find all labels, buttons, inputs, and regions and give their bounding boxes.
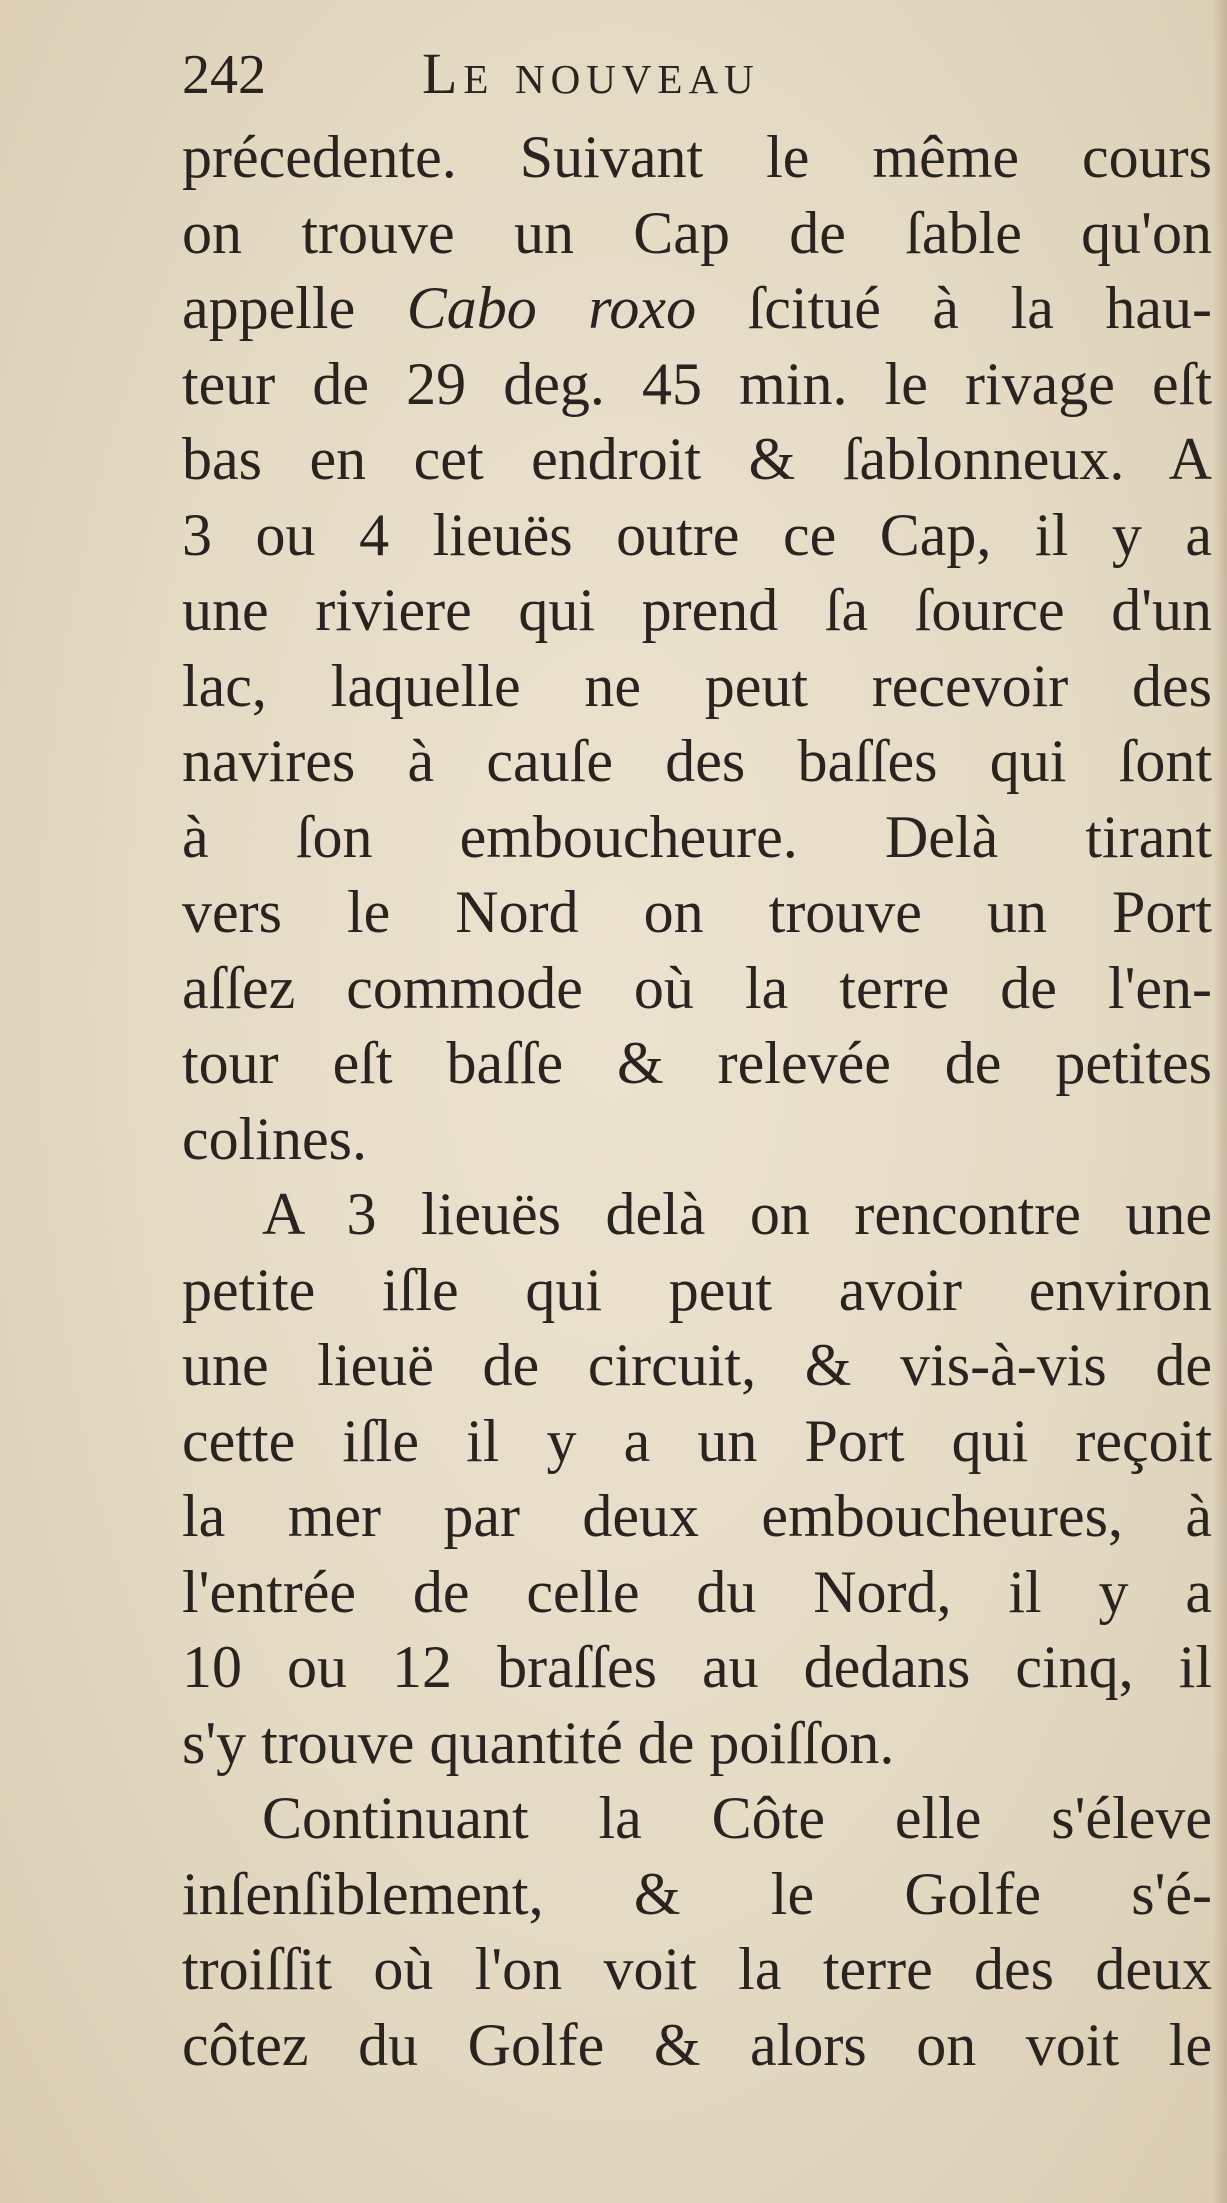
text-line: aſſez commode où la terre de l'en- (182, 954, 1212, 1021)
page-number: 242 (182, 44, 266, 106)
page-header (182, 40, 1212, 120)
text-line: précedente. Suivant le même cours (182, 124, 1212, 190)
text-line: vers le Nord on trouve un Port (182, 879, 1212, 945)
text-line: Continuant la Côte elle s'éleve (262, 1785, 1212, 1851)
text-line: troiſſit où l'on voit la terre des deux (182, 1936, 1212, 2002)
text-line: petite iſle qui peut avoir environ (182, 1256, 1212, 1323)
text-line: on trouve un Cap de ſable qu'on (182, 199, 1212, 266)
text-line: 3 ou 4 lieuës outre ce Cap, il y a (182, 501, 1212, 568)
text-line (182, 271, 1212, 347)
text-line: inſenſiblement, & le Golfe s'é- (182, 1860, 1212, 1927)
text-line: cette iſle il y a un Port qui reçoit (182, 1407, 1212, 1474)
body-text (182, 120, 1212, 2083)
text-line: tour eſt baſſe & relevée de petites (182, 1030, 1212, 1096)
text-line: 10 ou 12 braſſes au dedans cinq, il (182, 1634, 1212, 1700)
text-line: s'y trouve quantité de poiſſon. (182, 1709, 895, 1776)
text-line: A 3 lieuës delà on rencontre une (262, 1181, 1212, 1247)
text-line: la mer par deux emboucheures, à (182, 1483, 1212, 1549)
text-line: bas en cet endroit & ſablonneux. A (182, 426, 1212, 492)
text-line: l'entrée de celle du Nord, il y a (182, 1558, 1212, 1625)
text-line: côtez du Golfe & alors on voit le (182, 2011, 1212, 2078)
italic-place-name: Cabo roxo (406, 275, 697, 341)
text-segment: appelle (182, 275, 356, 341)
text-line: teur de 29 deg. 45 min. le rivage eſt (182, 350, 1212, 417)
text-line: à ſon emboucheure. Delà tirant (182, 803, 1212, 870)
text-block (182, 40, 1212, 2083)
text-line: une lieuë de circuit, & vis-à-vis de (182, 1332, 1212, 1398)
text-segment: ſcitué à la hau- (747, 275, 1213, 341)
text-line: une riviere qui prend ſa ſource d'un (182, 577, 1212, 643)
page-edge-shadow (1213, 0, 1227, 2203)
running-head: Le nouveau (422, 41, 760, 106)
text-line: navires à cauſe des baſſes qui ſont (182, 728, 1212, 794)
text-line: colines. (182, 1105, 367, 1172)
text-line: lac, laquelle ne peut recevoir des (182, 652, 1212, 719)
